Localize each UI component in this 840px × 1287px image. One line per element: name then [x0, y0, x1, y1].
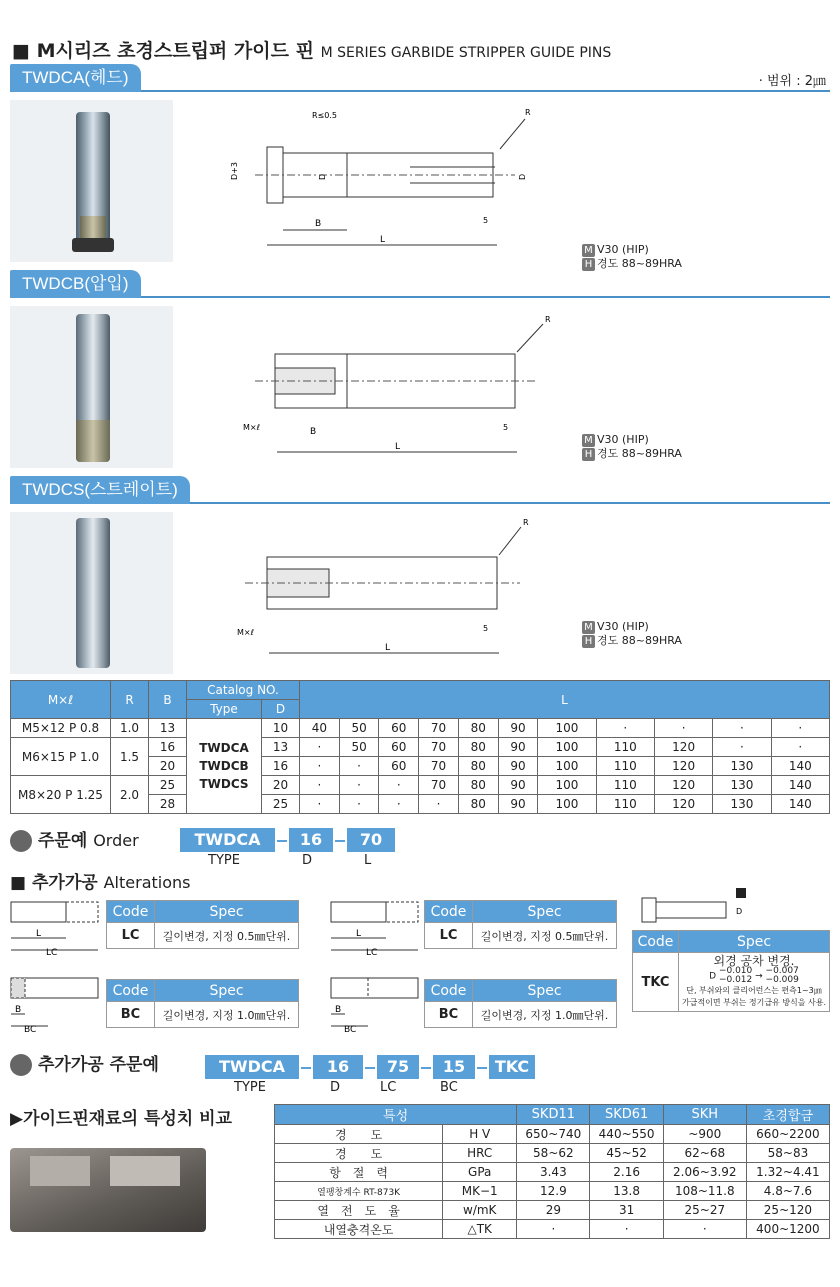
dim-b: B — [310, 427, 317, 437]
table-row: 20 16 · · 60 70 80 90 100 110 120 130 140 — [11, 757, 830, 776]
caption-type: TYPE — [234, 1080, 266, 1095]
table-row: 내열충격온도 △TK · · · 400~1200 — [275, 1220, 830, 1239]
dim-l: L — [395, 442, 401, 452]
fig-bc: BC — [24, 1025, 37, 1035]
section-header-twdcb — [10, 270, 830, 298]
compare-table: 특성 SKD11 SKD61 SKH 초경합금 경 도 H V 650~740 440~550 ~900 660~2200 경 도 HRC 58~62 45~52 62~68 58~83 항 절 력 GPa 3.43 2.16 2.06~3.92 1.32~4.41 열팽창계수 RT-873K MK−1 12.9 13.8 108~11.8 4.8~7.6 열 전 도 율 w/mK 29 31 25~27 25~120 내열충격온도 △TK · · · 400~1200 — [274, 1104, 830, 1239]
table-row: 열팽창계수 RT-873K MK−1 12.9 13.8 108~11.8 4.8~7.6 — [275, 1182, 830, 1201]
product-photo-twdcs — [10, 512, 173, 674]
order-title: 주문예 — [38, 831, 88, 851]
fig-l: L — [36, 929, 42, 939]
section-header-twdca — [10, 64, 830, 92]
dim-d-inner: D — [318, 173, 327, 180]
fig-lc-2 — [328, 896, 426, 958]
dim-d: D — [518, 173, 527, 180]
material-1: V30 (HIP) — [597, 433, 649, 446]
section-label: TWDCB(압입) — [10, 270, 141, 298]
drawing-twdcb — [225, 312, 565, 462]
fig-b: B — [335, 1005, 342, 1015]
dim-five: 5 — [483, 216, 489, 225]
alterations-title: 추가가공 — [31, 873, 98, 893]
caption-d: D — [330, 1080, 341, 1095]
caption-l: L — [364, 853, 372, 868]
fig-bc: BC — [344, 1025, 357, 1035]
fig-b: B — [15, 1005, 22, 1015]
caption-bc: BC — [440, 1080, 458, 1095]
die-set-photo — [10, 1148, 206, 1232]
drawing-twdcs — [225, 515, 565, 665]
table-row: 항 절 력 GPa 3.43 2.16 2.06~3.92 1.32~4.41 — [275, 1163, 830, 1182]
section-header-twdcs — [10, 476, 830, 504]
fig-l: L — [356, 929, 362, 939]
fig-lc: LC — [46, 948, 58, 958]
th-mxl: M×ℓ — [11, 681, 111, 719]
alt-order-code: TWDCA 16 75 15 TKC — [205, 1055, 535, 1079]
material-1: V30 (HIP) — [597, 243, 649, 256]
table-row: M6×15 P 1.0 1.5 16 13 · 50 60 70 80 90 100 110 120 · · — [11, 738, 830, 757]
dim-l: L — [380, 235, 386, 245]
title-korean: M시리즈 초경스트립퍼 가이드 핀 — [36, 40, 314, 62]
caption-lc: LC — [380, 1080, 397, 1095]
alt-table-bc-2: Code Spec BC 길이변경, 지정 1.0㎜단위. — [424, 979, 617, 1028]
alt-table-bc-1: Code Spec BC 길이변경, 지정 1.0㎜단위. — [106, 979, 299, 1028]
product-photo-twdcb — [10, 306, 173, 468]
fig-bc-2 — [328, 972, 426, 1036]
fig-tkc — [638, 886, 758, 930]
order-code — [180, 828, 395, 852]
order-icon — [10, 830, 32, 852]
th-type: Type — [187, 700, 262, 719]
gear-icon — [10, 1054, 32, 1076]
table-row: 열 전 도 율 w/mK 29 31 25~27 25~120 — [275, 1201, 830, 1220]
type-list: TWDCA TWDCB TWDCS — [187, 719, 262, 814]
material-2: 경도 88~89HRA — [597, 257, 682, 270]
table-row: 경 도 H V 650~740 440~550 ~900 660~2200 — [275, 1125, 830, 1144]
title-english: M SERIES GARBIDE STRIPPER GUIDE PINS — [320, 45, 612, 61]
material-twdca — [582, 243, 682, 271]
dim-r: R — [545, 315, 551, 324]
alterations-title-en: Alterations — [103, 873, 191, 892]
section-label: TWDCS(스트레이트) — [10, 476, 190, 504]
order-title-en: Order — [93, 831, 139, 850]
material-2: 경도 88~89HRA — [597, 447, 682, 460]
th-l: L — [300, 681, 830, 719]
alt-order-heading — [10, 1050, 159, 1076]
product-photo-twdca — [10, 100, 173, 262]
range-note: · 범위 : 2㎛ — [758, 74, 826, 89]
alt-table-lc-1: Code Spec LC 길이변경, 지정 0.5㎜단위. — [106, 900, 299, 949]
dim-r-small: R≤0.5 — [312, 111, 337, 120]
dim-five: 5 — [503, 423, 509, 432]
alt-order-title: 추가가공 주문예 — [38, 1055, 159, 1075]
tag-h: H — [582, 448, 595, 461]
order-type-box: TWDCA — [180, 828, 275, 852]
spec-table — [10, 680, 830, 814]
material-1: V30 (HIP) — [597, 620, 649, 633]
th-d: D — [262, 700, 300, 719]
fig-lc-1 — [8, 896, 106, 958]
order-heading — [10, 826, 139, 852]
table-row: 28 25 · · · · 80 90 100 110 120 130 140 — [11, 795, 830, 814]
drawing-twdca — [225, 105, 565, 255]
dim-l: L — [385, 643, 391, 653]
table-row: M8×20 P 1.25 2.0 25 20 · · · 70 80 90 100 110 120 130 140 — [11, 776, 830, 795]
dim-r: R — [523, 518, 529, 527]
tag-h: H — [582, 635, 595, 648]
alt-table-tkc: Code Spec TKC 외경 공차 변경. D −0.010 −0.012 → −0.007 −0.009 단, 부쉬와의 클리어런스는 편측1~3㎛ 가급적이면 부쉬는 정기급유 방식을 사용. — [632, 930, 830, 1012]
section-label: TWDCA(헤드) — [10, 64, 141, 92]
tag-h: H — [582, 258, 595, 271]
material-twdcs — [582, 620, 682, 648]
th-b: B — [149, 681, 187, 719]
dim-five: 5 — [483, 624, 489, 633]
tag-m: M — [582, 621, 595, 634]
compare-title: ▶가이드핀재료의 특성치 비교 — [10, 1109, 232, 1129]
alt-table-lc-2: Code Spec LC 길이변경, 지정 0.5㎜단위. — [424, 900, 617, 949]
caption-type: TYPE — [208, 853, 240, 868]
material-twdcb — [582, 433, 682, 461]
fig-lc: LC — [366, 948, 378, 958]
page-title: ■ M시리즈 초경스트립퍼 가이드 핀 M SERIES GARBIDE STRIPPER GUIDE PINS — [12, 40, 612, 62]
order-l-box: 70 — [347, 828, 395, 852]
th-catalog: Catalog NO. — [187, 681, 300, 700]
caption-d: D — [302, 853, 313, 868]
material-2: 경도 88~89HRA — [597, 634, 682, 647]
dim-r: R — [525, 108, 531, 117]
tag-m: M — [582, 244, 595, 257]
dim-mxl: M×ℓ — [243, 423, 260, 432]
order-d-box: 16 — [289, 828, 333, 852]
dim-b: B — [315, 219, 322, 229]
table-row: 경 도 HRC 58~62 45~52 62~68 58~83 — [275, 1144, 830, 1163]
fig-bc-1 — [8, 972, 106, 1036]
table-row: M5×12 P 0.8 1.0 13 TWDCA TWDCB TWDCS 10 40 50 60 70 80 90 100 · · · · — [11, 719, 830, 738]
dim-d3: D+3 — [230, 162, 239, 180]
dim-mxl: M×ℓ — [237, 628, 254, 637]
tag-m: M — [582, 434, 595, 447]
th-r: R — [111, 681, 149, 719]
fig-tkc-d: D — [736, 907, 743, 916]
alterations-heading: ■ 추가가공 Alterations — [10, 873, 191, 893]
